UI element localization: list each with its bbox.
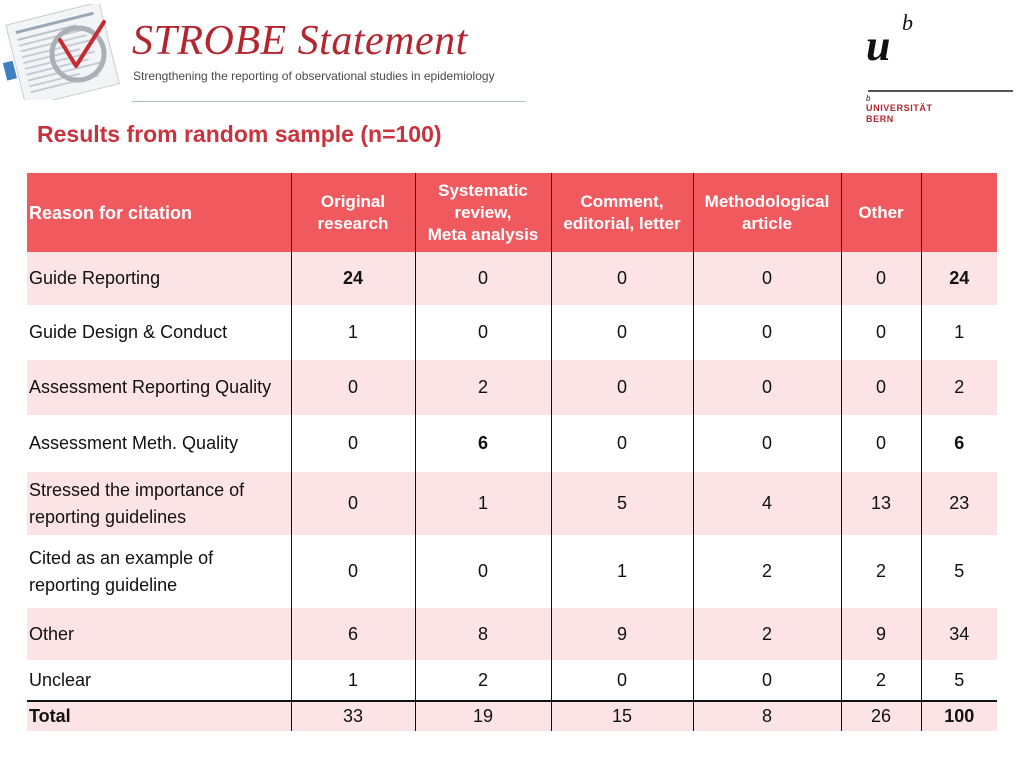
brand-title: STROBE Statement (132, 18, 468, 64)
cell-total: 1 (921, 305, 997, 360)
header-reason: Reason for citation (29, 202, 193, 223)
cell-comment: 0 (551, 360, 693, 415)
row-label: Assessment Reporting Quality (29, 377, 272, 397)
university-superscript: b (866, 94, 872, 103)
cell-total: 5 (921, 660, 997, 701)
cell-methodological: 4 (693, 472, 841, 535)
cell-other: 26 (841, 701, 921, 731)
cell-systematic: 0 (415, 305, 551, 360)
row-label: Guide Reporting (29, 268, 161, 288)
cell-systematic: 6 (415, 415, 551, 472)
brand-divider (132, 101, 526, 102)
cell-methodological: 8 (693, 701, 841, 731)
university-name-line1: UNIVERSITÄT (866, 103, 933, 113)
cell-original: 1 (291, 305, 415, 360)
header-original-research: Original research (291, 173, 415, 252)
cell-comment: 0 (551, 252, 693, 305)
cell-comment: 5 (551, 472, 693, 535)
cell-other: 0 (841, 415, 921, 472)
table-row (27, 305, 997, 360)
cell-total: 34 (921, 608, 997, 660)
cell-systematic: 0 (415, 535, 551, 608)
header-comment: Comment, editorial, letter (551, 173, 693, 252)
cell-original: 33 (291, 701, 415, 731)
header-systematic-line3: Meta analysis (427, 224, 539, 244)
cell-original: 0 (291, 360, 415, 415)
table-row (27, 415, 997, 472)
cell-original: 1 (291, 660, 415, 701)
row-label: Guide Design & Conduct (29, 322, 228, 342)
row-label: Assessment Meth. Quality (29, 433, 239, 453)
cell-original: 6 (291, 608, 415, 660)
table-row (27, 252, 997, 305)
cell-original: 0 (291, 415, 415, 472)
slide-title: Results from random sample (n=100) (37, 121, 442, 147)
cell-comment: 0 (551, 305, 693, 360)
cell-original: 0 (291, 535, 415, 608)
table-row (27, 472, 997, 535)
cell-comment: 0 (551, 660, 693, 701)
cell-systematic: 2 (415, 360, 551, 415)
total-row (27, 701, 997, 731)
cell-other: 13 (841, 472, 921, 535)
header-systematic-line2: review, (454, 202, 512, 222)
header-systematic-review (415, 173, 551, 252)
row-label: Unclear (29, 669, 92, 690)
cell-systematic: 8 (415, 608, 551, 660)
row-label: Other (29, 623, 75, 644)
cell-methodological: 2 (693, 535, 841, 608)
cell-systematic: 1 (415, 472, 551, 535)
cell-methodological: 0 (693, 252, 841, 305)
cell-other: 0 (841, 305, 921, 360)
university-logo-superscript: b (902, 10, 913, 35)
cell-total: 24 (921, 252, 997, 305)
cell-original: 24 (291, 252, 415, 305)
cell-methodological: 0 (693, 415, 841, 472)
brand-subtitle: Strengthening the reporting of observational studies in epidemiology (133, 69, 495, 83)
cell-methodological: 0 (693, 360, 841, 415)
header-other: Other (841, 173, 921, 252)
cell-total: 23 (921, 472, 997, 535)
table-row (27, 660, 997, 701)
university-name-line2: BERN (866, 114, 894, 124)
cell-other: 2 (841, 660, 921, 701)
header-total (921, 173, 997, 252)
cell-systematic: 0 (415, 252, 551, 305)
cell-other: 2 (841, 535, 921, 608)
university-logo-icon (862, 8, 932, 66)
cell-methodological: 0 (693, 660, 841, 701)
row-label: Stressed the importance of reporting guidelines (29, 479, 245, 527)
table-row (27, 360, 997, 415)
header-methodological: Methodological article (693, 173, 841, 252)
cell-other: 0 (841, 360, 921, 415)
cell-total: 6 (921, 415, 997, 472)
cell-systematic: 2 (415, 660, 551, 701)
cell-systematic: 19 (415, 701, 551, 731)
cell-methodological: 2 (693, 608, 841, 660)
cell-other: 0 (841, 252, 921, 305)
university-logo-letter: u (866, 21, 891, 66)
cell-original: 0 (291, 472, 415, 535)
university-divider (868, 90, 1013, 92)
row-label: Cited as an example of reporting guideline (29, 547, 214, 595)
cell-comment: 0 (551, 415, 693, 472)
table-row (27, 608, 997, 660)
cell-comment: 1 (551, 535, 693, 608)
cell-methodological: 0 (693, 305, 841, 360)
cell-other: 9 (841, 608, 921, 660)
cell-comment: 9 (551, 608, 693, 660)
header-systematic-line1: Systematic (438, 180, 528, 200)
cell-total: 2 (921, 360, 997, 415)
cell-total: 5 (921, 535, 997, 608)
university-name (866, 95, 933, 125)
cell-comment: 15 (551, 701, 693, 731)
results-table (27, 173, 997, 731)
table-row (27, 535, 997, 608)
strobe-logo-icon (0, 4, 128, 100)
table-header-row (27, 173, 997, 252)
cell-total: 100 (921, 701, 997, 731)
row-label: Total (29, 706, 71, 726)
